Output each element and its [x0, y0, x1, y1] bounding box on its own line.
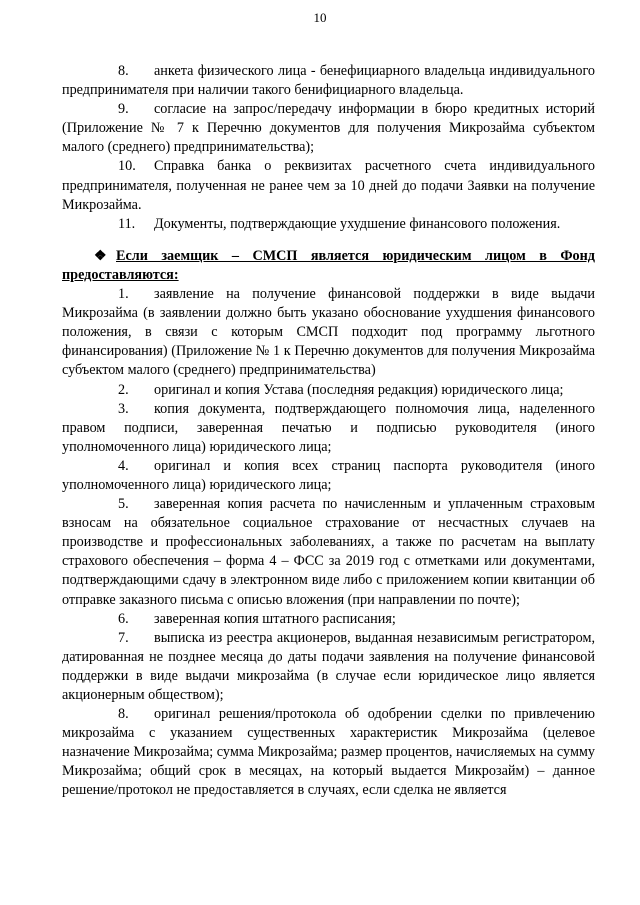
list-item: [62, 457, 595, 495]
list-item: [62, 215, 595, 234]
list-item-number: 9.: [118, 101, 129, 118]
list-item: [62, 495, 595, 610]
list-item: [62, 610, 595, 629]
list-item: [62, 100, 595, 157]
list-item: [62, 400, 595, 457]
list-item-number: 2.: [118, 381, 129, 398]
diamond-bullet-icon: ❖: [94, 247, 107, 264]
list-item-number: 3.: [118, 400, 129, 417]
list-item-text: Документы, подтверждающие ухудшение финансового положения.: [154, 215, 561, 232]
list-item-text: согласие на запрос/передачу информации в бюро кредитных историй (Приложение № 7 к Перечню документов для получения Микрозайма субъектом малого (среднего) предпринимательства);: [62, 101, 595, 156]
list-item: [62, 285, 595, 380]
section-heading-text: Если заемщик – СМСП является юридическим лицом в Фонд предоставляются:: [62, 247, 595, 283]
list-item-text: анкета физического лица - бенефициарного владельца индивидуального предпринимателя при наличии такого бенифициарного владельца.: [62, 63, 595, 99]
list-item: [62, 629, 595, 705]
list-item-number: 8.: [118, 63, 129, 79]
list-item: [62, 381, 595, 400]
list-item: [62, 62, 595, 100]
list-item-text: Справка банка о реквизитах расчетного счета индивидуального предпринимателя, полученная не ранее чем за 10 дней до подачи Заявки на получение Микрозайма.: [62, 158, 595, 213]
document-body: [62, 62, 595, 801]
section-heading: [62, 247, 595, 285]
list-item-text: заверенная копия расчета по начисленным и уплаченным страховым взносам на обязательное социальное страхование от несчастных случаев на производстве и профессиональных заболеваниях, а также по расчетам на выплату страхового обеспечения – форма 4 – ФСС за 2019 год с отметками или документами, подтверждающими сдачу в электронном виде либо с приложением копии квитанции об отправке заказного письма с описью вложения (при направлении по почте);: [62, 496, 595, 608]
list-item-number: 7.: [118, 629, 129, 646]
list-item-text: оригинал решения/протокола об одобрении сделки по привлечению микрозайма с указанием существенных характеристик Микрозайма (целевое назначение Микрозайма; сумма Микрозайма; размер процентов, начисляемых на сумму Микрозайма; общий срок в месяцах, на который выдается Микрозайм) – данное решение/протокол не предоставляется в случаях, если сделка не является: [62, 706, 595, 799]
list-item-text: выписка из реестра акционеров, выданная независимым регистратором, датированная не позднее месяца до даты подачи заявления на получение финансовой поддержки в виде выдачи микрозайма (в случае если юридическое лицо является акционерным обществом);: [62, 629, 595, 703]
list-item: [62, 157, 595, 214]
list-item-text: копия документа, подтверждающего полномочия лица, наделенного правом подписи, заверенная печатью и подписью руководителя (иного уполномоченного лица) юридического лица;: [62, 400, 595, 455]
list-item-text: заявление на получение финансовой поддержки в виде выдачи Микрозайма (в заявлении должно быть указано обоснование ухудшения финансового положения, в связи с которым СМСП подходит под программу льготного финансирования) (Приложение № 1 к Перечню документов для получения Микрозайма субъектом малого (среднего) предпринимательства): [62, 286, 595, 379]
list-item-number: 5.: [118, 496, 129, 513]
list-item-number: 11.: [118, 215, 136, 232]
list-item-number: 4.: [118, 457, 129, 474]
list-item-number: 1.: [118, 286, 129, 303]
list-item-number: 10.: [118, 158, 136, 175]
list-item: [62, 705, 595, 800]
page-number: 10: [313, 10, 327, 25]
list-item-number: 6.: [118, 610, 129, 627]
list-item-number: 8.: [118, 706, 129, 723]
list-item-text: оригинал и копия Устава (последняя редакция) юридического лица;: [154, 381, 564, 398]
list-item-text: оригинал и копия всех страниц паспорта руководителя (иного уполномоченного лица) юридического лица;: [62, 457, 595, 493]
list-item-text: заверенная копия штатного расписания;: [154, 610, 396, 627]
